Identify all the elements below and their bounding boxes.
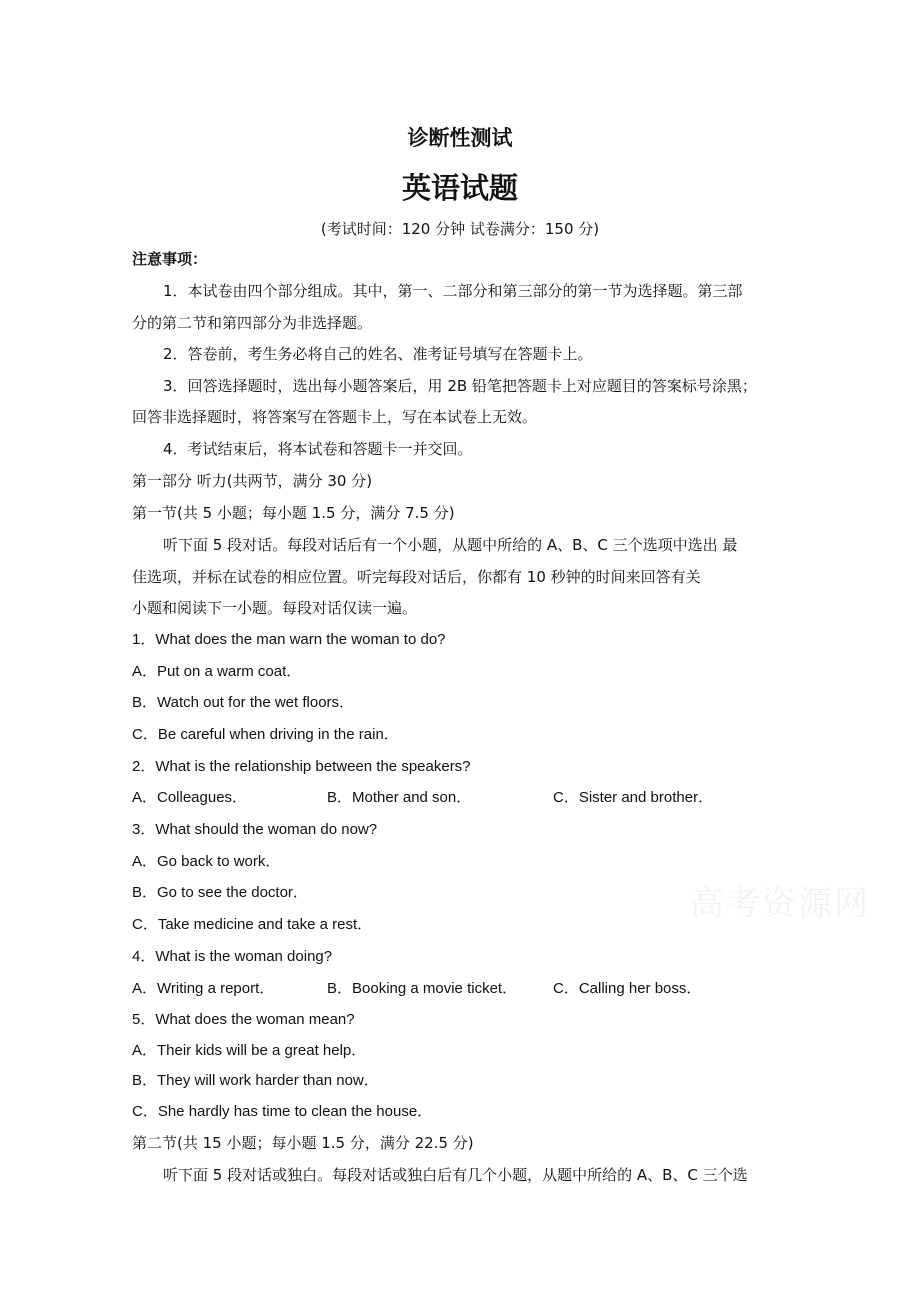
question-1-option-b: B．Watch out for the wet floors．	[132, 694, 355, 711]
question-3-option-b: B．Go to see the doctor．	[132, 884, 308, 901]
exam-title: 诊断性测试	[407, 126, 513, 150]
question-2: 2．What is the relationship between the speakers?	[132, 758, 471, 775]
question-1-option-c: C．Be careful when driving in the rain．	[132, 726, 399, 743]
exam-time-and-score: (考试时间：120 分钟 试卷满分：150 分)	[320, 220, 600, 238]
question-2-option-c: C．Sister and brother．	[553, 789, 714, 806]
question-3: 3．What should the woman do now?	[132, 821, 378, 838]
part-1-heading: 第一部分 听力(共两节，满分 30 分)	[132, 472, 373, 490]
note-2: 2．答卷前，考生务必将自己的姓名、准考证号填写在答题卡上。	[163, 345, 593, 363]
question-1-option-a: A．Put on a warm coat．	[132, 663, 302, 680]
question-4-option-a: A．Writing a report．	[132, 980, 275, 997]
section-2-heading: 第二节(共 15 小题；每小题 1.5 分，满分 22.5 分)	[132, 1134, 474, 1152]
notes-heading: 注意事项：	[132, 250, 208, 268]
question-2-option-a: A．Colleagues．	[132, 789, 248, 806]
section-1-instruction-line-2: 佳选项，并标在试卷的相应位置。听完每段对话后，你都有 10 秒钟的时间来回答有关	[132, 568, 701, 586]
note-1-line-2: 分的第二节和第四部分为非选择题。	[132, 314, 373, 332]
question-5-option-a: A．Their kids will be a great help．	[132, 1042, 367, 1059]
question-1: 1．What does the man warn the woman to do?	[132, 631, 446, 648]
note-3-line-2: 回答非选择题时，将答案写在答题卡上，写在本试卷上无效。	[132, 408, 538, 426]
section-1-instruction-line-1: 听下面 5 段对话。每段对话后有一个小题，从题中所给的 A、B、C 三个选项中选出 最	[163, 536, 738, 554]
note-4: 4．考试结束后，将本试卷和答题卡一并交回。	[163, 440, 473, 458]
question-5-option-c: C．She hardly has time to clean the house．	[132, 1103, 433, 1120]
watermark: 高考资源网	[690, 884, 870, 924]
question-3-option-a: A．Go back to work．	[132, 853, 281, 870]
section-1-heading: 第一节(共 5 小题；每小题 1.5 分，满分 7.5 分)	[132, 504, 455, 522]
question-4: 4．What is the woman doing?	[132, 948, 333, 965]
note-1-line-1: 1．本试卷由四个部分组成。其中，第一、二部分和第三部分的第一节为选择题。第三部	[163, 282, 743, 300]
section-1-instruction-line-3: 小题和阅读下一小题。每段对话仅读一遍。	[132, 599, 418, 617]
subject-title: 英语试题	[401, 171, 518, 205]
question-4-option-b: B．Booking a movie ticket．	[327, 980, 518, 997]
note-3-line-1: 3．回答选择题时，选出每小题答案后，用 2B 铅笔把答题卡上对应题目的答案标号涂黑；	[163, 377, 757, 395]
question-5: 5．What does the woman mean?	[132, 1011, 355, 1028]
question-2-option-b: B．Mother and son．	[327, 789, 472, 806]
question-5-option-b: B．They will work harder than now．	[132, 1072, 379, 1089]
section-2-instruction: 听下面 5 段对话或独白。每段对话或独白后有几个小题，从题中所给的 A、B、C 三个选	[163, 1166, 748, 1184]
question-3-option-c: C．Take medicine and take a rest．	[132, 916, 373, 933]
question-4-option-c: C．Calling her boss．	[553, 980, 702, 997]
